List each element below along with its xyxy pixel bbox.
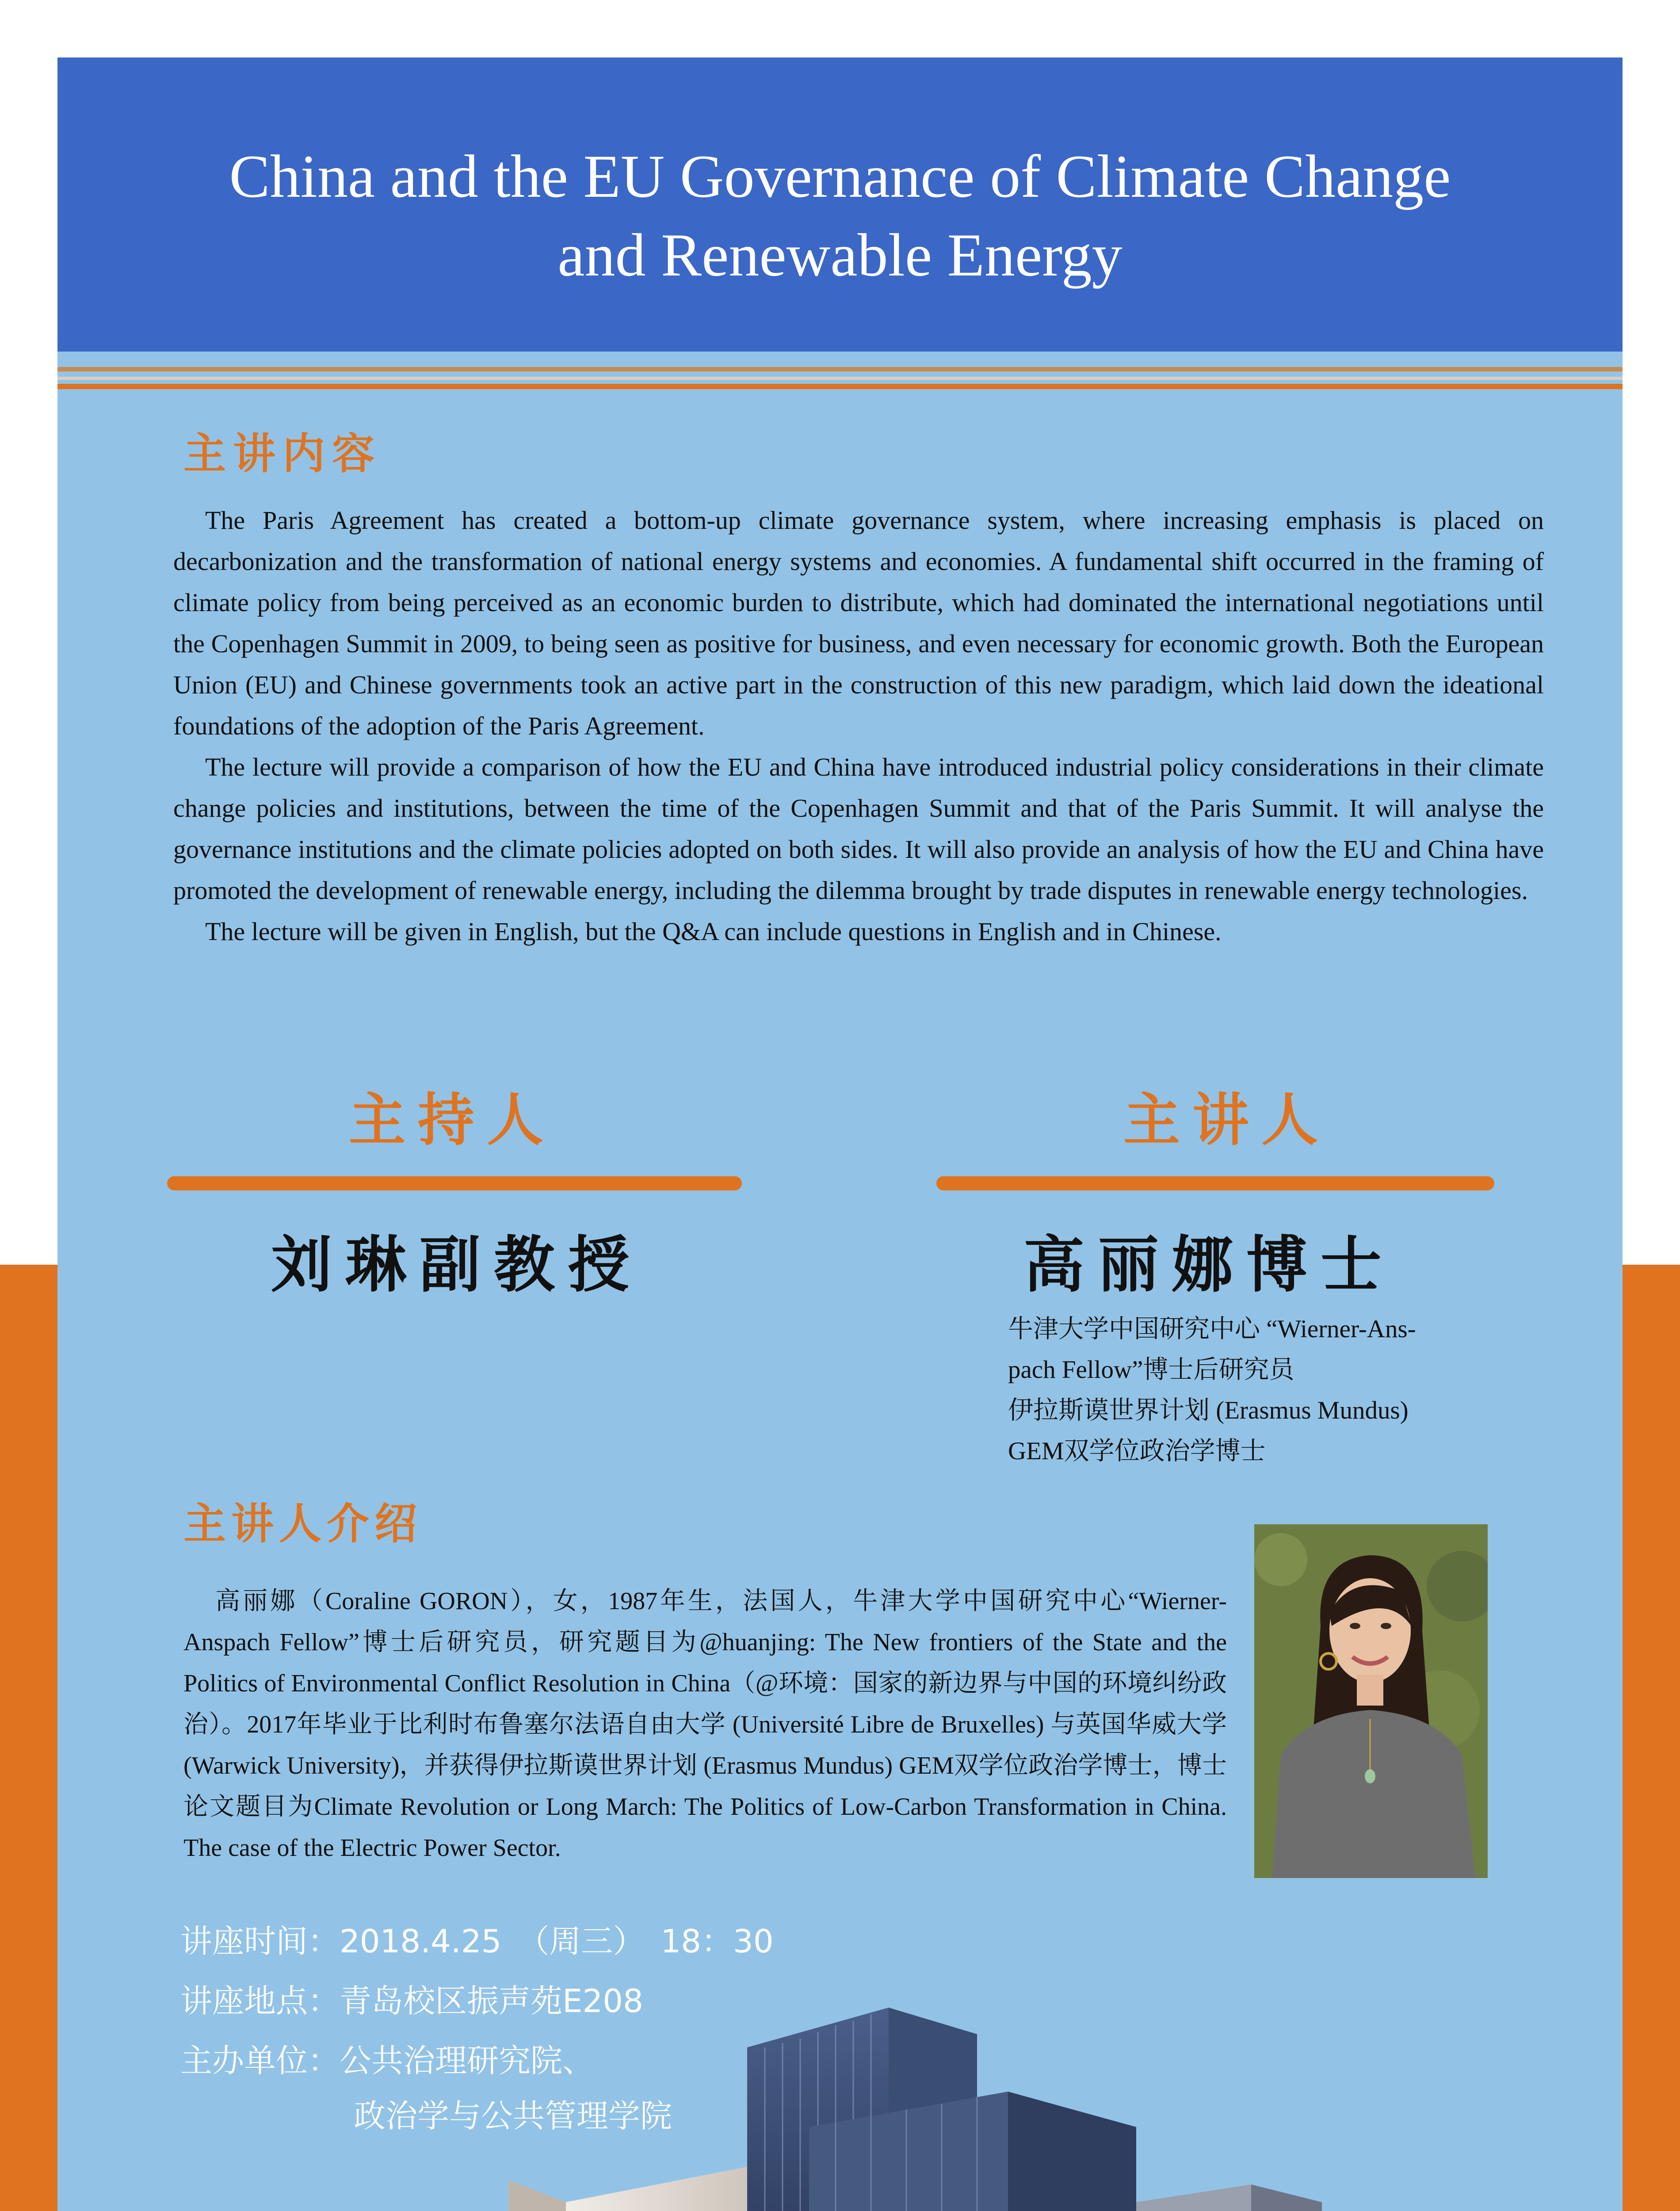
affiliation-line: GEM双学位政治学博士 — [1008, 1437, 1266, 1465]
host-name: 刘琳副教授 — [271, 1228, 642, 1301]
event-organizer-cont: 政治学与公共管理学院 — [354, 2097, 672, 2134]
stripe-divider — [57, 377, 1623, 380]
speaker-photo — [1254, 1524, 1488, 1878]
affiliation-line: 伊拉斯谟世界计划 (Erasmus Mundus) — [1008, 1396, 1409, 1424]
speaker-heading: 主讲人 — [1123, 1087, 1330, 1153]
title-line-2: and Renewable Energy — [557, 221, 1123, 289]
portrait-illustration — [1254, 1524, 1488, 1878]
bio-text: 高丽娜（Coraline GORON），女，1987年生，法国人，牛津大学中国研究中心“Wierner-Anspach Fellow”博士后研究员，研究题目为@huanjing: The New frontiers of the State and the Politics of Environmental Conflict Resolution in China（@环境：国家的新边界与中国的环境纠纷政治）。2017年毕业于比利时布鲁塞尔法语自由大学 (Université Libre de Bruxelles) 与英国华威大学 (Warwick University)，并获得伊拉斯谟世界计划 (Erasmus Mundus) GEM双学位政治学博士，博士论文题目为Climate Revolution or Long March: The Politics of Low-Carbon Transformation in China. The case of the Electric Power Sector. — [183, 1587, 1227, 1862]
bio-body — [183, 1581, 1227, 1869]
header-banner — [57, 57, 1623, 352]
event-location: 讲座地点：青岛校区振声苑E208 — [180, 1982, 643, 2020]
bio-heading: 主讲人介绍 — [183, 1499, 422, 1549]
stripe-divider — [57, 367, 1623, 371]
title-line-1: China and the EU Governance of Climate Change — [229, 142, 1451, 210]
host-divider — [167, 1176, 742, 1190]
affiliation-line: pach Fellow”博士后研究员 — [1008, 1356, 1294, 1384]
poster-title — [57, 137, 1623, 295]
content-paragraph: The lecture will be given in English, but the Q&A can include questions in English and in Chinese. — [205, 917, 1222, 946]
content-paragraph: The lecture will provide a comparison of how the EU and China have introduced industrial policy considerations in their climate change policies and institutions, between the time of the Copenhagen Summit and that of the Paris Summit. It will analyse the governance institutions and the climate policies adopted on both sides. It will also provide an analysis of how the EU and China have promoted the development of renewable energy, including the dilemma brought by trade disputes in renewable energy technologies. — [173, 753, 1544, 905]
speaker-name: 高丽娜博士 — [1023, 1228, 1395, 1301]
campus-building-illustration — [57, 1981, 1623, 2211]
event-time: 讲座时间：2018.4.25 （周三） 18：30 — [180, 1923, 774, 1960]
affiliation-line: 牛津大学中国研究中心 “Wierner-Ans- — [1008, 1315, 1416, 1343]
speaker-affiliation — [1008, 1309, 1539, 1472]
stripe-divider — [57, 384, 1623, 389]
poster-panel — [57, 57, 1623, 2211]
host-heading: 主持人 — [348, 1087, 556, 1153]
content-body — [173, 500, 1544, 952]
content-heading: 主讲内容 — [183, 429, 382, 478]
speaker-divider — [936, 1176, 1494, 1190]
content-paragraph: The Paris Agreement has created a bottom-up climate governance system, where increasing emphasis is placed on decarbonization and the transformation of national energy systems and economies. A fundamental shift occurred in the framing of climate policy from being perceived as an economic burden to distribute, which had dominated the international negotiations until the Copenhagen Summit in 2009, to being seen as positive for business, and even necessary for economic growth. Both the European Union (EU) and Chinese governments took an active part in the construction of this new paradigm, which laid down the ideational foundations of the adoption of the Paris Agreement. — [173, 506, 1544, 740]
event-organizer: 主办单位：公共治理研究院、 — [180, 2042, 595, 2079]
